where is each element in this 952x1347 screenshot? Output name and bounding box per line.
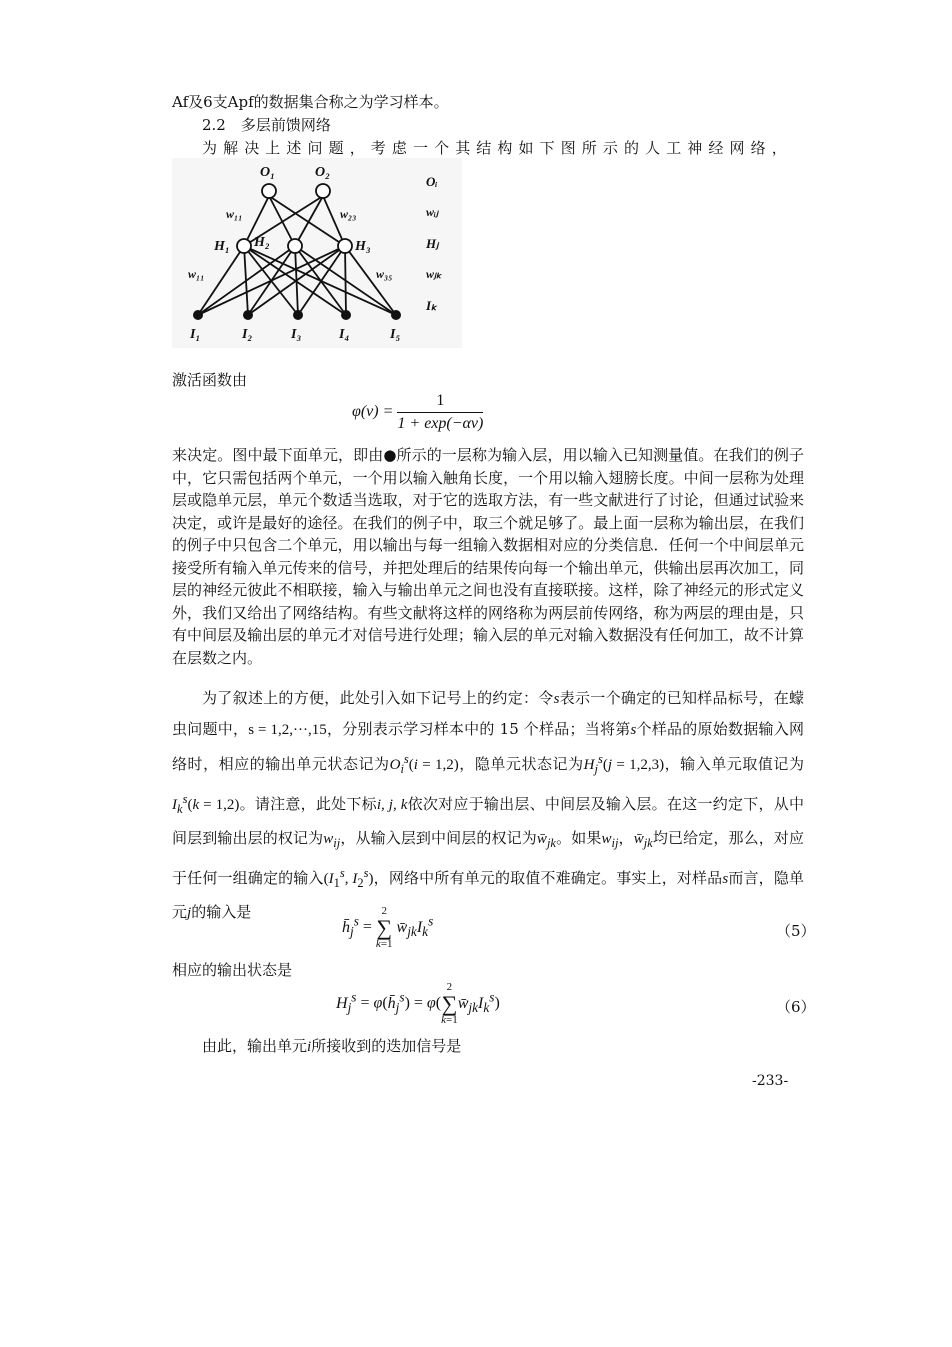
label-w11-bottom: w₁₁ xyxy=(188,267,205,281)
activation-intro: 激活函数由 xyxy=(172,371,248,389)
page-number: -233- xyxy=(752,1073,789,1089)
final-line: 由此，输出单元i所接收到的迭加信号是 xyxy=(202,1037,462,1055)
p2-s2: 表示一个确定的已知样品标号，在蠓虫问题中， xyxy=(172,689,804,738)
activation-formula xyxy=(352,392,483,433)
activation-lhs: φ(v) = xyxy=(352,403,394,421)
label-w23: w₂₃ xyxy=(340,207,357,221)
legend-wij: wᵢⱼ xyxy=(426,205,439,219)
p2-s15: 的输入是 xyxy=(191,903,252,921)
legend-oi: Oᵢ xyxy=(426,174,438,189)
label-i5: I₅ xyxy=(390,327,401,342)
equation-5-number: （5） xyxy=(776,922,816,940)
top-line: Af及6支Apf的数据集合称之为学习样本。 xyxy=(172,93,449,111)
activation-fraction xyxy=(397,392,483,433)
label-w35: w₃₅ xyxy=(376,267,393,281)
p2-s10: 。如果 xyxy=(555,829,602,847)
p2-s4: 个样品的原始数据输入网络时，相应的输出单元状态记为 xyxy=(172,719,804,773)
paragraph-1: 来决定。图中最下面单元，即由●所示的一层称为输入层，用以输入已知测量值。在我们的例子中，它只需包括两个单元，一个用以输入触角长度，一个用以输入翅膀长度。中间一层称为处理层或隐单元层，单元个数适当选取，对于它的选取方法，有一些文献进行了讨论，但通过试验来决定，或许是最好的途径。在我们的例子中，取三个就足够了。最上面一层称为输出层，在我们的例子中只包含二个单元，用以输出与每一组输入数据相对应的分类信息．任何一个中间层单元接受所有输入单元传来的信号，并把处理后的结果传向每一个输出单元，供输出层再次加工，同层的神经元彼此不相联接，输入与输出单元之间也没有直接联接。这样，除了神经元的形式定义外，我们又给出了网络结构。有些文献将这样的网络称为两层前传网络，称为两层的理由是，只有中间层及输出层的单元才对信号进行处理；输入层的单元对输入数据没有任何加工，故不计算在层数之内。 xyxy=(172,446,804,667)
equation-5: $h̄_j^s$ = 2 ∑ k=1 $w̄_{jk}I_k^s$ xyxy=(342,905,434,950)
p2-s7: 。请注意，此处下标 xyxy=(239,794,377,813)
legend-wjk: wⱼₖ xyxy=(426,267,442,281)
p2-s3: ，分别表示学习样本中的 15 个样品；当将第 xyxy=(326,719,631,738)
p2-s1: 为了叙述上的方便，此处引入如下记号上的约定：令 xyxy=(202,689,554,707)
p2-s11: ， xyxy=(618,829,634,847)
section-heading: 2.2 多层前馈网络 xyxy=(202,116,331,134)
label-h3: H₃ xyxy=(355,239,371,254)
label-i2: I₂ xyxy=(242,327,253,342)
final-line-tail: 所接收到的迭加信号是 xyxy=(311,1037,462,1055)
legend-ik: Iₖ xyxy=(426,298,437,313)
p2-s6: ，输入单元取值记为 xyxy=(664,755,804,773)
label-i4: I₄ xyxy=(339,327,350,342)
activation-numerator: 1 xyxy=(397,392,483,413)
activation-denominator: 1 + exp(−αv) xyxy=(397,415,484,432)
label-i3: I₃ xyxy=(291,327,302,342)
equation-6-number: （6） xyxy=(776,998,816,1016)
p2-s8: 依次对应于输出层、中间层及输入层。在这一约定下，从中间层到输出层的权记为 xyxy=(172,794,804,847)
p2-s12: 均已给定，那么，对应于任何一组确定的输入 xyxy=(172,829,804,887)
final-line-head: 由此，输出单元 xyxy=(202,1037,308,1055)
legend-hj: Hⱼ xyxy=(426,236,439,251)
p2-s13: ，网络中所有单元的取值不难确定。事实上，对样品 xyxy=(373,868,723,887)
label-w11-top: w₁₁ xyxy=(226,207,243,221)
label-h1: H₁ xyxy=(214,239,230,254)
equation-6: $H_j^s$ = $\varphi(h̄_j^s) = \varphi$( 2 ∑ k=1 $w̄_{jk}I_k^s$) xyxy=(336,981,500,1026)
p2-s9: ，从输入层到中间层的权记为 xyxy=(340,829,537,847)
label-i1: I₁ xyxy=(190,327,201,342)
label-o2: O₂ xyxy=(315,165,330,180)
p2-s5: ，隐单元状态记为 xyxy=(458,755,584,773)
between-equations: 相应的输出状态是 xyxy=(172,961,293,979)
label-o1: O₁ xyxy=(260,165,275,180)
intro-line: 为解决上述问题，考虑一个其结构如下图所示的人工神经网络， xyxy=(202,139,793,157)
p2-s14: 而言，隐单元 xyxy=(172,868,804,921)
network-diagram xyxy=(172,158,462,348)
paragraph-2: 为了叙述上的方便，此处引入如下记号上的约定：令s表示一个确定的已知样品标号，在蠓虫问题中，s = 1,2,···,15，分别表示学习样本中的 15 个样品；当将第s个样品的原始数据输入网络时，相应的输出单元状态记为$O_i^s(i = 1,2)$，隐单元状态记为$H_j^s(j = 1,2,3)$，输入单元取值记为$I_k^s(k = 1,2)$。请注意，此处下标i, j, k依次对应于输出层、中间层及输入层。在这一约定下，从中间层到输出层的权记为$w_{ij}$，从输入层到中间层的权记为$w̄_{jk}$。如果$w_{ij}$，$w̄_{jk}$均已给定，那么，对应于任何一组确定的输入($I_1^s$, $I_2^s$)，网络中所有单元的取值不难确定。事实上，对样品s而言，隐单元j的输入是 xyxy=(172,689,804,921)
label-h2: H₂ xyxy=(254,235,270,250)
